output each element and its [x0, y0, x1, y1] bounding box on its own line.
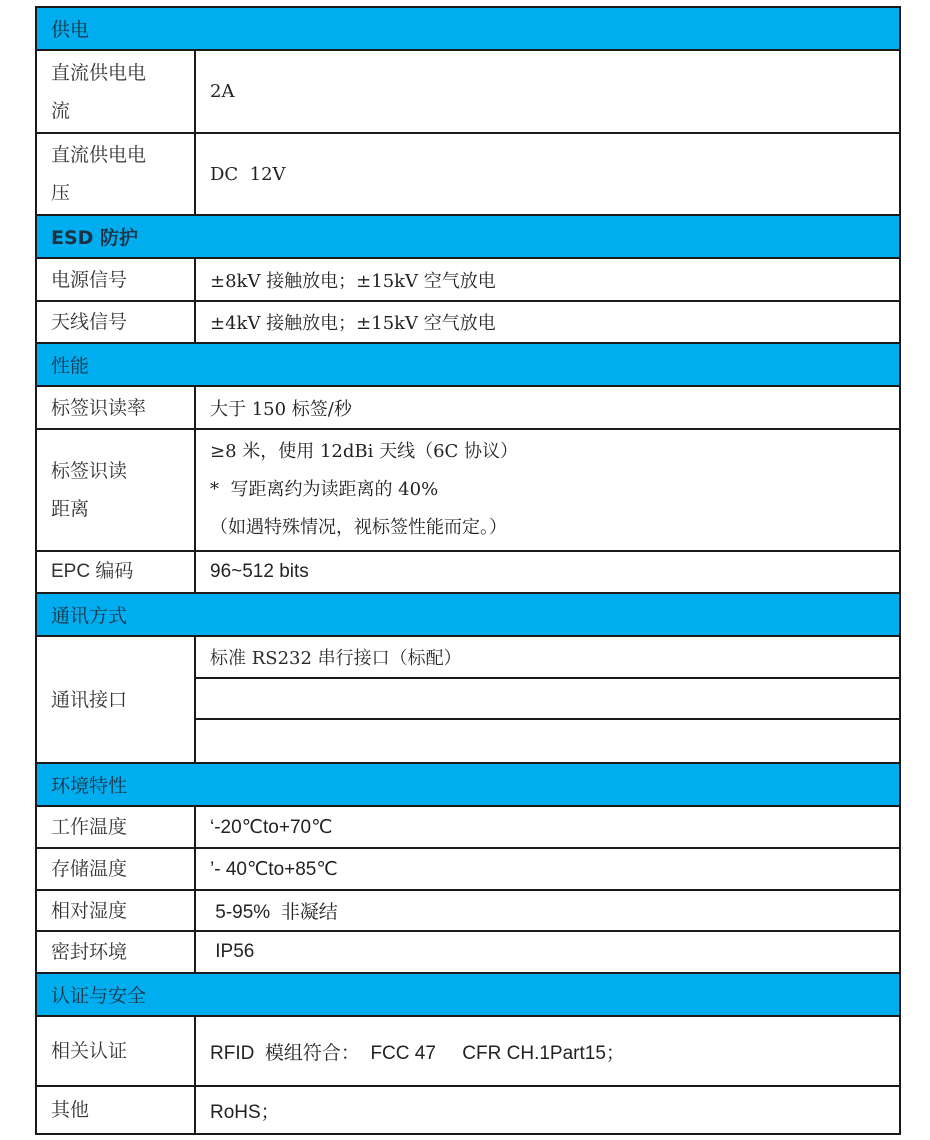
- row-label: [37, 134, 196, 214]
- table-row: [37, 302, 899, 344]
- section-header-power: [37, 8, 899, 51]
- table-row: [37, 430, 899, 552]
- row-label: [37, 51, 196, 132]
- row-value-group: [196, 637, 899, 762]
- row-label: 相关认证: [37, 1017, 196, 1085]
- row-value: ±4kV 接触放电；±15kV 空气放电: [210, 313, 496, 334]
- row-label-line: 直流供电电: [51, 61, 147, 84]
- sub-value: [196, 679, 899, 721]
- row-label-line: 压: [51, 182, 71, 204]
- table-row: [37, 849, 899, 891]
- section-header-environment: [37, 764, 899, 807]
- table-row: [37, 637, 899, 764]
- row-value: ‘-20℃to+70℃: [210, 816, 333, 838]
- section-title: 供电: [51, 19, 90, 41]
- row-label-line: 流: [51, 99, 71, 122]
- sub-value: 标准 RS232 串行接口（标配）: [196, 637, 899, 679]
- row-label: 其他: [37, 1087, 196, 1133]
- row-label: 天线信号: [37, 302, 196, 342]
- row-value: 5-95% 非凝结: [210, 902, 338, 923]
- row-label: 标签识读率: [37, 387, 196, 428]
- table-row: [37, 259, 899, 302]
- table-row: [37, 552, 899, 594]
- row-label: [37, 430, 196, 550]
- section-title: 性能: [51, 355, 90, 377]
- row-label-line: 直流供电电: [51, 144, 147, 166]
- row-value: 2A: [210, 81, 235, 102]
- row-label: 通讯接口: [37, 637, 196, 762]
- row-label-line: 标签识读: [51, 460, 128, 482]
- row-value: IP56: [210, 941, 255, 962]
- table-row: [37, 51, 899, 134]
- table-row: [37, 807, 899, 849]
- value-line: （如遇特殊情况，视标签性能而定。）: [210, 517, 507, 538]
- table-row: [37, 1017, 899, 1087]
- section-title: ESD 防护: [51, 227, 139, 249]
- row-value: 大于 150 标签/秒: [210, 398, 352, 420]
- section-header-performance: [37, 344, 899, 387]
- row-value: DC 12V: [210, 163, 286, 185]
- section-header-esd: [37, 216, 899, 259]
- section-title: 认证与安全: [51, 985, 147, 1007]
- table-row: [37, 134, 899, 216]
- row-label: 存储温度: [37, 849, 196, 889]
- table-row: [37, 1087, 899, 1133]
- row-value: [196, 430, 899, 550]
- value-line: ≥8 米，使用 12dBi 天线（6C 协议）: [210, 441, 519, 462]
- value-line: * 写距离约为读距离的 40%: [210, 479, 439, 500]
- section-header-certification: [37, 974, 899, 1017]
- spec-table: [35, 6, 901, 1135]
- table-row: [37, 891, 899, 932]
- table-row: [37, 932, 899, 974]
- row-label: 电源信号: [37, 259, 196, 300]
- row-label: 密封环境: [37, 932, 196, 972]
- row-label: EPC 编码: [37, 552, 196, 592]
- row-value: RFID 模组符合： FCC 47 CFR CH.1Part15；: [210, 1042, 625, 1064]
- row-label: 相对湿度: [37, 891, 196, 930]
- section-header-communication: [37, 594, 899, 637]
- row-value: ’- 40℃to+85℃: [210, 858, 338, 880]
- table-row: [37, 387, 899, 430]
- section-title: 通讯方式: [51, 605, 128, 627]
- sub-value: [196, 720, 899, 762]
- row-value: 96~512 bits: [210, 561, 309, 582]
- row-value: RoHS；: [210, 1101, 280, 1123]
- row-label-line: 距离: [51, 498, 90, 520]
- section-title: 环境特性: [51, 775, 128, 797]
- row-value: ±8kV 接触放电；±15kV 空气放电: [210, 270, 496, 292]
- row-label: 工作温度: [37, 807, 196, 847]
